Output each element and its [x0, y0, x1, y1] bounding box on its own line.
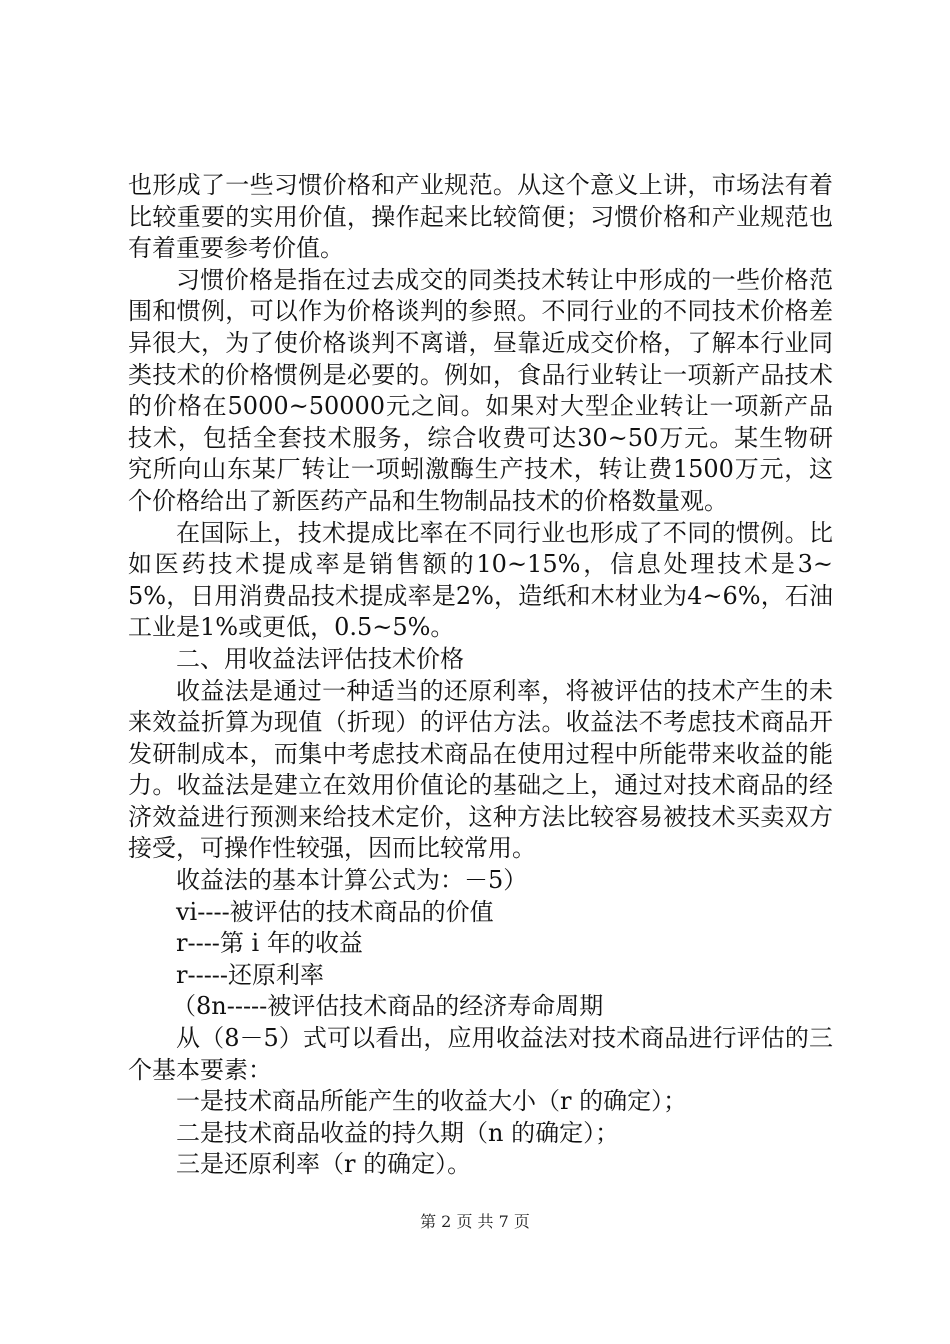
document-body	[128, 170, 833, 1181]
list-item-element-2: 二是技术商品收益的持久期（n 的确定）；	[176, 1118, 620, 1147]
formula-line-ri: r----第 i 年的收益	[176, 929, 363, 958]
paragraph-international-royalty: 在国际上，技术提成比率在不同行业也形成了不同的惯例。比如医药技术提成率是销售额的10~15%，信息处理技术是3~5%，日用消费品技术提成率是2%，造纸和木材业为4~6%，石油工业是1%或更低，0.5~5%。	[128, 518, 833, 642]
paragraph-continuation: 也形成了一些习惯价格和产业规范。从这个意义上讲，市场法有着比较重要的实用价值，操作起来比较简便；习惯价格和产业规范也有着重要参考价值。	[128, 171, 833, 263]
paragraph-income-method: 收益法是通过一种适当的还原利率，将被评估的技术产生的未来效益折算为现值（折现）的评估方法。收益法不考虑技术商品开发研制成本，而集中考虑技术商品在使用过程中所能带来收益的能力。收益法是建立在效用价值论的基础之上，通过对技术商品的经济效益进行预测来给技术定价，这种方法比较容易被技术买卖双方接受，可操作性较强，因而比较常用。	[128, 676, 833, 863]
list-item-element-3: 三是还原利率（r 的确定）。	[176, 1150, 472, 1179]
list-item-element-1: 一是技术商品所能产生的收益大小（r 的确定）；	[176, 1087, 688, 1116]
formula-line-vi: vi----被评估的技术商品的价值	[176, 897, 494, 926]
paragraph-formula-intro: 收益法的基本计算公式为：－5）	[176, 866, 528, 895]
section-heading-income-method: 二、用收益法评估技术价格	[176, 644, 464, 673]
paragraph-customary-price: 习惯价格是指在过去成交的同类技术转让中形成的一些价格范围和惯例，可以作为价格谈判的参照。不同行业的不同技术价格差异很大，为了使价格谈判不离谱，昼靠近成交价格，了解本行业同类技术的价格惯例是必要的。例如，食品行业转让一项新产品技术的价格在5000~50000元之间。如果对大型企业转让一项新产品技术，包括全套技术服务，综合收费可达30~50万元。某生物研究所向山东某厂转让一项蚓激酶生产技术，转让费1500万元，这个价格给出了新医药产品和生物制品技术的价格数量观。	[128, 265, 833, 515]
paragraph-three-elements: 从（8－5）式可以看出，应用收益法对技术商品进行评估的三个基本要素：	[128, 1024, 833, 1084]
formula-line-n: （8n-----被评估技术商品的经济寿命周期	[172, 992, 604, 1021]
formula-line-r: r-----还原利率	[176, 960, 325, 989]
page-footer: 第 2 页 共 7 页	[420, 1212, 530, 1231]
